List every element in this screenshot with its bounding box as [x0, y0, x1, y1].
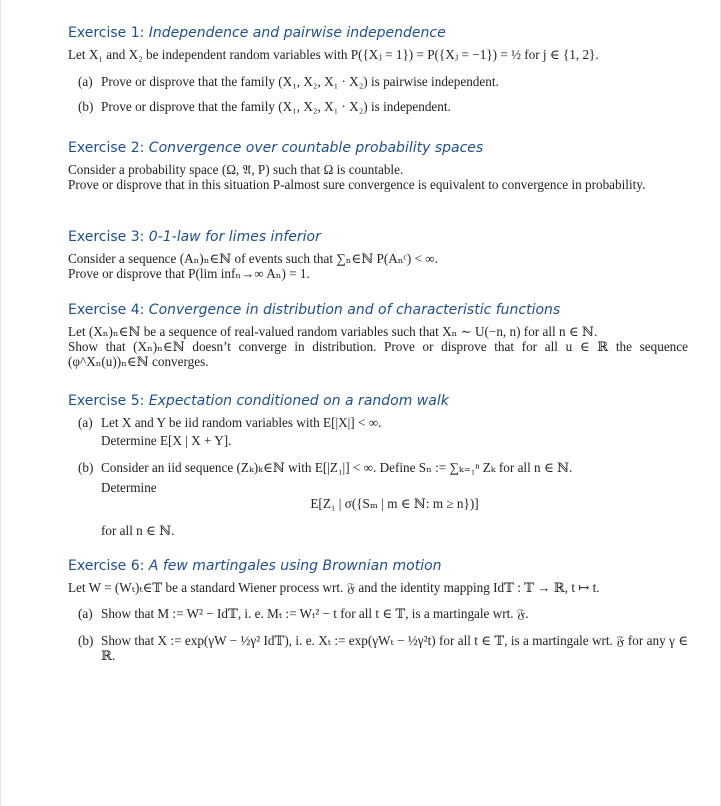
exercise-3: [68, 228, 688, 281]
exercise-3-title: 0-1-law for limes inferior: [148, 229, 321, 245]
exercise-4-number: Exercise 4:: [68, 302, 145, 318]
item-label: (b): [78, 460, 94, 475]
item-text: Show that M := W² − Id𝕋, i. e. Mₜ := Wₜ² − t for all t ∈ 𝕋, is a martingale wrt. 𝔉.: [101, 606, 529, 621]
exercise-2-title: Convergence over countable probability spaces: [148, 140, 484, 156]
item-text: Prove or disprove that the family (X₁, X₂, X₁ · X₂) is independent.: [101, 99, 451, 114]
exercise-2-line-2: Prove or disprove that in this situation P-almost sure convergence is equivalent to convergence in probability.: [68, 177, 646, 192]
exercise-6-item-b: [68, 633, 688, 663]
exercise-5-item-a: [68, 415, 688, 448]
exercise-3-line-1: Consider a sequence (Aₙ)ₙ∈ℕ of events such that ∑ₙ∈ℕ P(Aₙᶜ) < ∞.: [68, 251, 438, 266]
exercise-4: [68, 301, 688, 369]
exercise-1-number: Exercise 1:: [68, 25, 145, 41]
exercise-1: [68, 24, 688, 114]
exercise-3-number: Exercise 3:: [68, 229, 145, 245]
exercise-1-title: Independence and pairwise independence: [148, 25, 446, 41]
item-b-line-2: Determine: [101, 480, 157, 495]
exercise-6-title: A few martingales using Brownian motion: [148, 558, 442, 574]
item-label: (b): [78, 633, 94, 648]
exercise-3-line-2: Prove or disprove that P(lim infₙ→∞ Aₙ) = 1.: [68, 266, 310, 281]
exercise-3-heading: [68, 228, 688, 246]
exercise-2: [68, 139, 688, 192]
item-label: (b): [78, 99, 94, 114]
item-b-line-1: Consider an iid sequence (Zₖ)ₖ∈ℕ with E[|Z₁|] < ∞. Define Sₙ := ∑ₖ₌₁ⁿ Zₖ for all n ∈ ℕ.: [101, 460, 573, 475]
exercise-2-number: Exercise 2:: [68, 140, 145, 156]
exercise-6-heading: [68, 557, 688, 575]
exercise-2-heading: [68, 139, 688, 157]
item-a-line-2: Determine E[X | X + Y].: [101, 433, 232, 448]
exercise-1-item-a: [68, 74, 688, 89]
exercise-6: [68, 557, 688, 663]
exercise-6-intro: Let W = (Wₜ)ₜ∈𝕋 be a standard Wiener process wrt. 𝔉 and the identity mapping Id𝕋 : 𝕋 → ℝ, t ↦ t.: [68, 580, 600, 595]
item-label: (a): [78, 415, 93, 430]
exercise-6-number: Exercise 6:: [68, 558, 145, 574]
exercise-4-line-1: Let (Xₙ)ₙ∈ℕ be a sequence of real-valued random variables such that Xₙ ∼ U(−n, n) for all n ∈ ℕ.: [68, 324, 598, 339]
exercise-5-item-b: [68, 460, 688, 538]
exercise-4-heading: [68, 301, 688, 319]
exercise-4-title: Convergence in distribution and of characteristic functions: [148, 302, 561, 318]
exercise-5-title: Expectation conditioned on a random walk: [148, 393, 449, 409]
item-a-line-1: Let X and Y be iid random variables with E[|X|] < ∞.: [101, 415, 382, 430]
exercise-5-number: Exercise 5:: [68, 393, 145, 409]
exercise-5: [68, 392, 688, 538]
exercise-1-intro: Let X₁ and X₂ be independent random variables with P({Xⱼ = 1}) = P({Xⱼ = −1}) = ½ for j ∈ {1, 2}.: [68, 47, 599, 62]
exercise-1-heading: [68, 24, 688, 42]
exercise-4-line-2: Show that (Xₙ)ₙ∈ℕ doesn’t converge in distribution. Prove or disprove that for all u ∈ ℝ the sequence (φ^Xₙ(u))ₙ∈ℕ converges.: [68, 339, 688, 369]
item-label: (a): [78, 74, 93, 89]
exercise-2-line-1: Consider a probability space (Ω, 𝔄, P) such that Ω is countable.: [68, 162, 404, 177]
exercise-6-item-a: [68, 606, 688, 621]
exercise-5-heading: [68, 392, 688, 410]
item-text: Prove or disprove that the family (X₁, X₂, X₁ · X₂) is pairwise independent.: [101, 74, 499, 89]
item-b-formula: E[Z₁ | σ({Sₘ | m ∈ ℕ: m ≥ n})]: [310, 496, 479, 511]
item-label: (a): [78, 606, 93, 621]
exercise-1-item-b: [68, 99, 688, 114]
item-b-line-3: for all n ∈ ℕ.: [101, 523, 175, 538]
item-text: Show that X := exp(γW − ½γ² Id𝕋), i. e. Xₜ := exp(γWₜ − ½γ²t) for all t ∈ 𝕋, is a martingale wrt. 𝔉 for any γ ∈ ℝ.: [101, 633, 688, 663]
